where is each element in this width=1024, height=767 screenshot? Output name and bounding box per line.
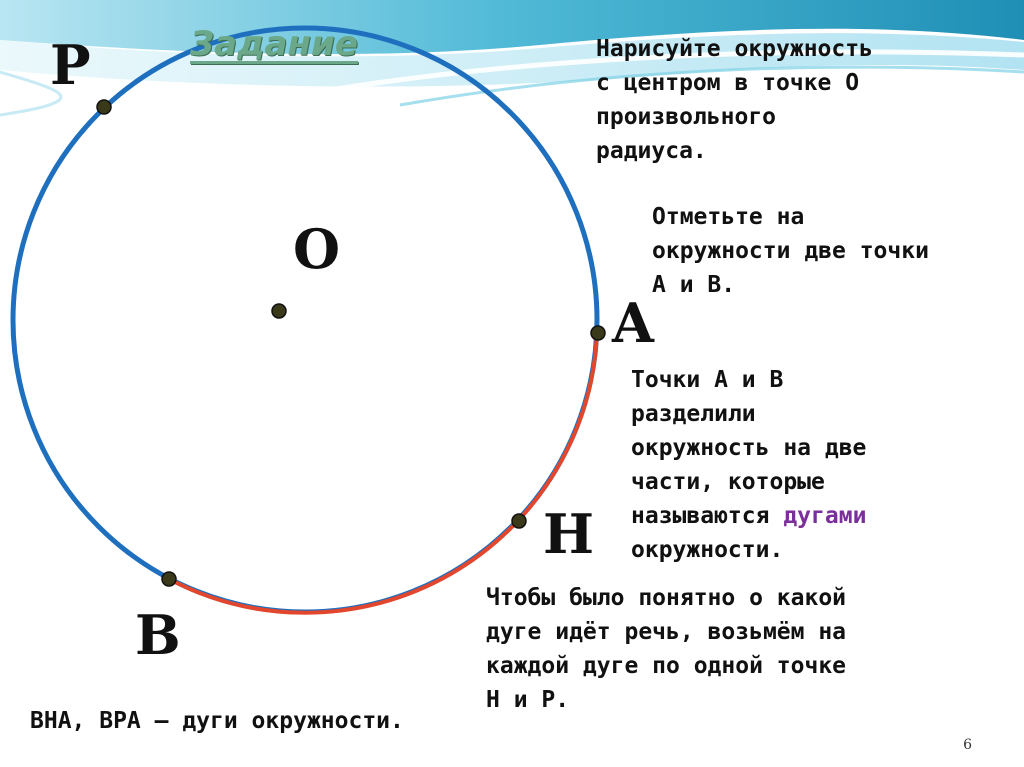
instruction-mark-points — [652, 200, 929, 302]
text-line: Нарисуйте окружность — [596, 36, 873, 62]
text-line-with-term — [631, 499, 866, 533]
text-line: части, которые — [631, 469, 825, 495]
text-line: радиуса. — [596, 138, 707, 164]
point-p — [97, 100, 111, 114]
text-line: Чтобы было понятно о какой — [486, 585, 847, 611]
label-h: H — [543, 502, 595, 566]
page-number: 6 — [963, 737, 972, 753]
point-o — [272, 304, 286, 318]
text-line: произвольного — [596, 104, 777, 130]
label-o: O — [293, 217, 341, 281]
text-line: Отметьте на — [652, 204, 805, 230]
point-a — [591, 326, 605, 340]
text-line: А и В. — [652, 272, 736, 298]
text-line: окружности две точки — [652, 238, 929, 264]
label-p: P — [50, 33, 91, 97]
circle — [13, 28, 597, 612]
text-line: каждой дуге по одной точке — [486, 653, 847, 679]
label-a: A — [612, 291, 654, 355]
term-arcs: дугами — [783, 503, 867, 529]
point-h — [512, 514, 526, 528]
text-line: окружности. — [631, 537, 784, 563]
text-line: разделили — [631, 401, 756, 427]
instruction-draw-circle — [596, 32, 873, 168]
arc-bha-highlight — [169, 332, 597, 613]
explanation-naming — [486, 581, 846, 717]
slide-title: Задание — [190, 24, 358, 64]
text-line: Точки А и В — [631, 367, 784, 393]
point-b — [162, 572, 176, 586]
text-line: с центром в точке О — [596, 70, 860, 96]
text-line: Н и Р. — [486, 687, 570, 713]
text-fragment: называются — [631, 503, 784, 529]
text-line: дуге идёт речь, возьмём на — [486, 619, 847, 645]
label-b: B — [135, 603, 181, 667]
explanation-arcs — [631, 363, 866, 567]
conclusion: ВНА, ВРА – дуги окружности. — [30, 708, 404, 734]
text-line: окружность на две — [631, 435, 867, 461]
